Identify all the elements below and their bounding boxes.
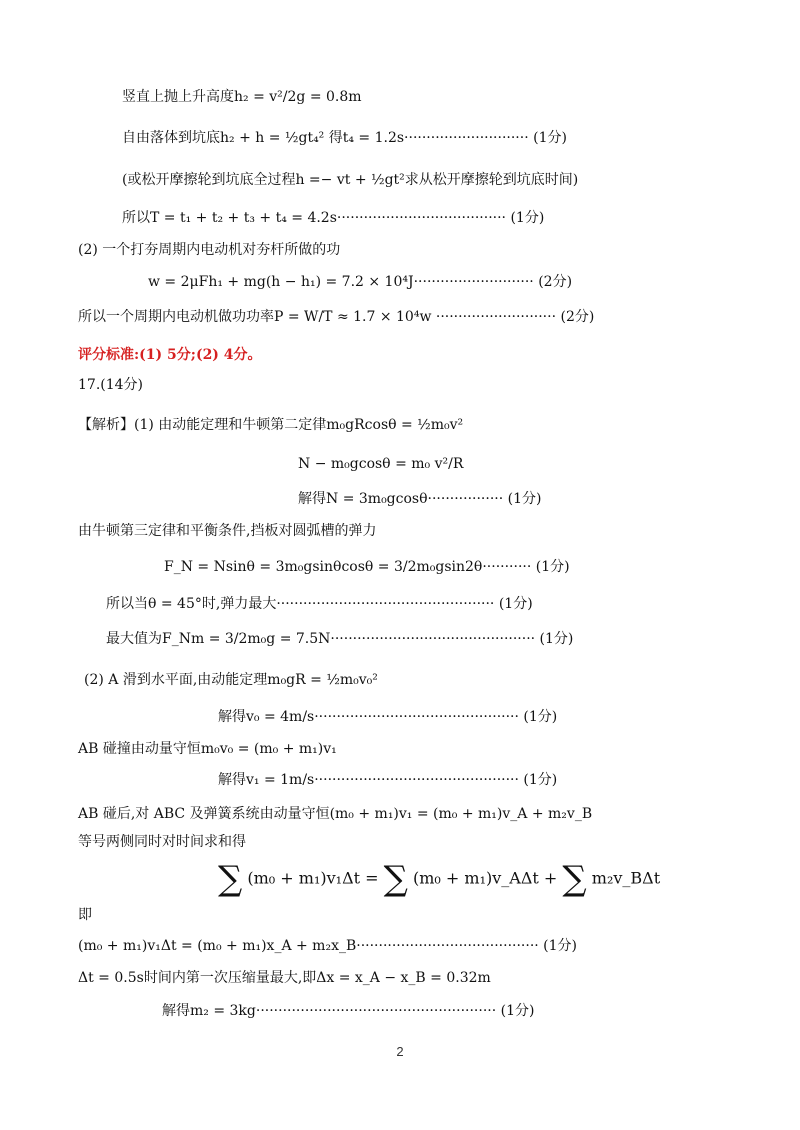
summation-equation [218,859,661,899]
line-part2-heading: (2) 一个打夯周期内电动机对夯杆所做的功 [78,242,341,258]
line-displacement-equation: (m₀ + m₁)v₁Δt = (m₀ + m₁)x_A + m₂x_B········································· (1分) [78,938,577,954]
line-total-period: 所以T = t₁ + t₂ + t₃ + t₄ = 4.2s······································ (1分) [122,210,545,226]
line-max-angle: 所以当θ = 45°时,弹力最大················································· (1分) [106,596,533,612]
line-momentum-collision: AB 碰撞由动量守恒m₀v₀ = (m₀ + m₁)v₁ [78,741,337,757]
line-free-fall: 自由落体到坑底h₂ + h = ½gt₄² 得t₄ = 1.2s···························· (1分) [122,130,567,146]
line-alternative-method: (或松开摩擦轮到坑底全过程h =− vt + ½gt²求从松开摩擦轮到坑底时间) [122,172,579,188]
page-number: 2 [396,1044,404,1059]
line-sum-over-time: 等号两侧同时对时间求和得 [78,834,246,850]
sum-term-3: m₂v_BΔt [591,868,661,888]
line-solve-v1: 解得v₁ = 1m/s·············································· (1分) [218,772,558,788]
sum-term-2: (m₀ + m₁)v_AΔt + [413,868,558,888]
sigma-symbol: ∑ [562,859,587,899]
line-third-law: 由牛顿第三定律和平衡条件,挡板对圆弧槽的弹力 [78,523,377,539]
sum-term-1: (m₀ + m₁)v₁Δt = [247,868,379,888]
scoring-standard: 评分标准:(1) 5分;(2) 4分。 [78,347,262,363]
line-work-equation: w = 2μFh₁ + mg(h − h₁) = 7.2 × 10⁴J··························· (2分) [148,274,573,290]
line-analysis-intro: 【解析】(1) 由动能定理和牛顿第二定律m₀gRcosθ = ½m₀v² [78,417,464,433]
line-max-compression: Δt = 0.5s时间内第一次压缩量最大,即Δx = x_A − x_B = 0.32m [78,970,491,986]
line-therefore: 即 [78,907,92,923]
line-newton-second: N − m₀gcosθ = m₀ v²/R [298,456,464,472]
line-part2-energy: (2) A 滑到水平面,由动能定理m₀gR = ½m₀v₀² [84,672,378,688]
line-momentum-system: AB 碰后,对 ABC 及弹簧系统由动量守恒(m₀ + m₁)v₁ = (m₀ + m₁)v_A + m₂v_B [78,806,593,822]
line-force-fn: F_N = Nsinθ = 3m₀gsinθcosθ = 3/2m₀gsin2θ··········· (1分) [164,559,570,575]
line-solve-n: 解得N = 3m₀gcosθ················· (1分) [298,491,542,507]
line-max-value: 最大值为F_Nm = 3/2m₀g = 7.5N·············································· (1分) [106,631,574,647]
line-power-equation: 所以一个周期内电动机做功功率P = W/T ≈ 1.7 × 10⁴w ··························· (2分) [78,309,595,325]
line-rise-height: 竖直上抛上升高度h₂ = v²/2g = 0.8m [122,89,362,105]
problem-17-heading: 17.(14分) [78,377,144,393]
sigma-symbol: ∑ [383,859,408,899]
line-solve-m2: 解得m₂ = 3kg······················································ (1分) [162,1003,535,1019]
sigma-symbol: ∑ [218,859,243,899]
line-solve-v0: 解得v₀ = 4m/s·············································· (1分) [218,709,558,725]
